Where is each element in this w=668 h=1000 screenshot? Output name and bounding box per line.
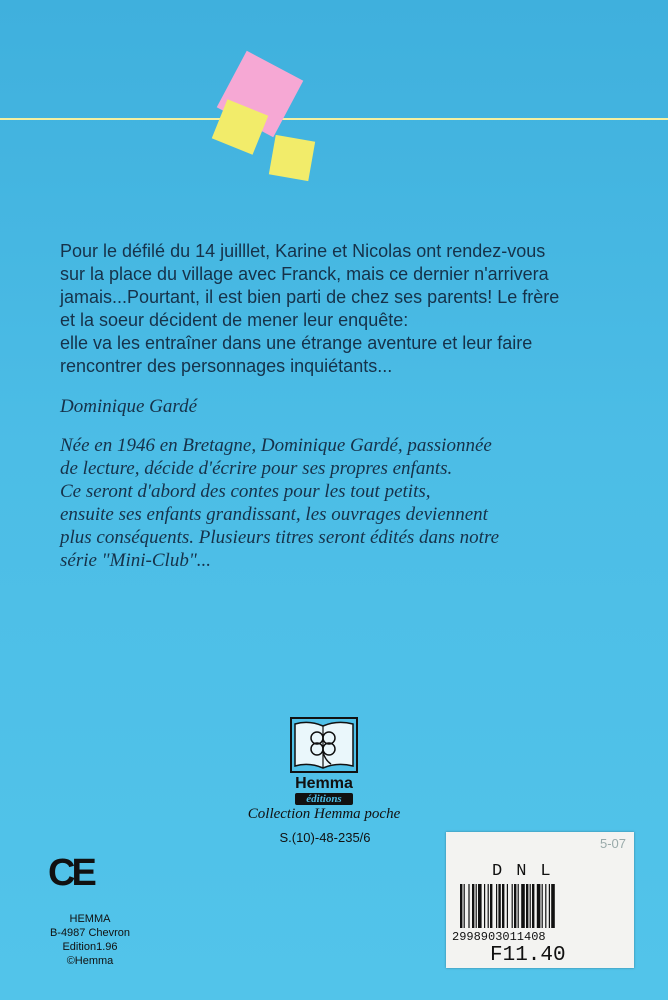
barcode-bar — [514, 884, 516, 928]
summary-text — [60, 240, 620, 378]
bio-line: de lecture, décide d'écrire pour ses propres enfants. — [60, 458, 453, 479]
logo-subtitle: éditions — [295, 793, 353, 805]
barcode-bar — [551, 884, 555, 928]
clover-book-icon — [289, 716, 359, 774]
barcode-bar — [545, 884, 546, 928]
barcode-bar — [460, 884, 462, 928]
summary-line: sur la place du village avec Franck, mais ce dernier n'arrivera — [60, 264, 549, 284]
barcode-bar — [502, 884, 504, 928]
barcode-bar — [532, 884, 534, 928]
barcode-bar — [490, 884, 492, 928]
publisher-line: HEMMA — [69, 913, 111, 925]
decorative-line — [0, 118, 668, 120]
summary-line: et la soeur décident de mener leur enquête: — [60, 310, 409, 330]
bio-line: Ce seront d'abord des contes pour les tout petits, — [60, 481, 431, 502]
bio-line: ensuite ses enfants grandissant, les ouvrages deviennent — [60, 504, 488, 525]
barcode-bar — [537, 884, 541, 928]
barcode-bar — [472, 884, 474, 928]
barcode-bar — [530, 884, 531, 928]
barcode-bar — [542, 884, 543, 928]
barcode-bar — [549, 884, 550, 928]
author-name: Dominique Gardé — [60, 396, 198, 417]
barcode-bar — [526, 884, 528, 928]
barcode-bar — [507, 884, 508, 928]
collection-name: Collection Hemma poche — [247, 806, 401, 822]
barcode-number: 2998903011408 — [452, 930, 546, 944]
barcode-bar — [496, 884, 497, 928]
barcode-bar — [464, 884, 465, 928]
barcode-bar — [512, 884, 513, 928]
bio-line: Née en 1946 en Bretagne, Dominique Gardé, passionnée — [60, 435, 492, 456]
publisher-line: Edition1.96 — [62, 941, 118, 953]
ce-mark: CE — [48, 852, 93, 894]
yellow-square-decoration-small — [269, 135, 315, 181]
barcode-bar — [498, 884, 500, 928]
barcode-bar — [476, 884, 477, 928]
logo-name: Hemma — [295, 775, 353, 792]
hemma-logo — [284, 716, 364, 805]
author-bio — [60, 434, 620, 572]
price-sticker — [446, 832, 634, 968]
barcode-bar — [478, 884, 482, 928]
publisher-line: ©Hemma — [66, 955, 114, 967]
bio-line: série "Mini-Club"... — [60, 550, 212, 571]
price: F11.40 — [490, 944, 566, 967]
summary-line: jamais...Pourtant, il est bien parti de chez ses parents! Le frère — [60, 287, 560, 307]
summary-line: Pour le défilé du 14 juilllet, Karine et Nicolas ont rendez-vous — [60, 241, 546, 261]
publisher-info — [30, 912, 150, 968]
barcode-bar — [518, 884, 519, 928]
barcode-bar — [468, 884, 469, 928]
summary-line: rencontrer des personnages inquiétants... — [60, 356, 393, 376]
barcode-bar — [521, 884, 525, 928]
sticker-top-code: 5-07 — [599, 836, 626, 851]
barcode-bar — [488, 884, 489, 928]
publisher-line: B-4987 Chevron — [49, 927, 131, 939]
series-code: S.(10)-48-235/6 — [279, 830, 371, 845]
bio-line: plus conséquents. Plusieurs titres seront édités dans notre — [60, 527, 500, 548]
sticker-dnl: DNL — [492, 862, 565, 881]
barcode-bar — [484, 884, 485, 928]
barcode — [460, 884, 628, 928]
summary-line: elle va les entraîner dans une étrange aventure et leur faire — [60, 333, 533, 353]
